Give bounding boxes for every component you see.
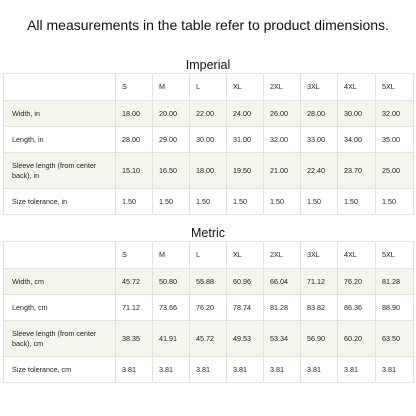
table-cell: 1.50 <box>227 189 264 215</box>
row-label: Length, cm <box>4 295 116 321</box>
size-header-2xl: 2XL <box>264 74 301 101</box>
table-row <box>4 189 414 215</box>
table-cell: 45.72 <box>116 269 153 295</box>
table-cell: 66.04 <box>264 269 301 295</box>
table-row <box>4 153 414 189</box>
row-label: Size tolerance, in <box>4 189 116 215</box>
table-cell: 3.81 <box>116 357 153 383</box>
table-cell: 1.50 <box>190 189 227 215</box>
table-cell: 76.20 <box>190 295 227 321</box>
table-cell: 32.00 <box>264 127 301 153</box>
row-label: Width, in <box>4 101 116 127</box>
size-header-2xl: 2XL <box>264 242 301 269</box>
table-cell: 19.50 <box>227 153 264 189</box>
table-cell: 3.81 <box>153 357 190 383</box>
table-cell: 21.00 <box>264 153 301 189</box>
table-cell: 3.81 <box>227 357 264 383</box>
size-header-l: L <box>190 242 227 269</box>
size-header-l: L <box>190 74 227 101</box>
size-header-m: M <box>153 242 190 269</box>
table-cell: 53.34 <box>264 321 301 357</box>
metric-size-table <box>3 241 414 383</box>
table-cell: 3.81 <box>338 357 376 383</box>
table-cell: 38.35 <box>116 321 153 357</box>
table-cell: 26.00 <box>264 101 301 127</box>
size-header-4xl: 4XL <box>338 242 376 269</box>
table-cell: 28.00 <box>116 127 153 153</box>
table-cell: 81.28 <box>376 269 414 295</box>
size-header-xl: XL <box>227 74 264 101</box>
metric-header-row <box>4 242 414 269</box>
table-cell: 88.90 <box>376 295 414 321</box>
table-cell: 3.81 <box>301 357 338 383</box>
table-cell: 71.12 <box>301 269 338 295</box>
table-cell: 76.20 <box>338 269 376 295</box>
table-cell: 1.50 <box>153 189 190 215</box>
table-cell: 30.00 <box>190 127 227 153</box>
table-cell: 3.81 <box>376 357 414 383</box>
table-cell: 15.10 <box>116 153 153 189</box>
table-cell: 86.36 <box>338 295 376 321</box>
table-cell: 73.66 <box>153 295 190 321</box>
table-cell: 28.00 <box>301 101 338 127</box>
size-header-s: S <box>116 74 153 101</box>
table-cell: 25.00 <box>376 153 414 189</box>
table-cell: 56.90 <box>301 321 338 357</box>
metric-title: Metric <box>190 226 226 240</box>
table-cell: 16.50 <box>153 153 190 189</box>
table-cell: 22.40 <box>301 153 338 189</box>
table-cell: 34.00 <box>338 127 376 153</box>
table-cell: 81.28 <box>264 295 301 321</box>
table-cell: 3.81 <box>264 357 301 383</box>
corner-cell <box>4 242 116 269</box>
table-cell: 1.50 <box>376 189 414 215</box>
table-cell: 60.20 <box>338 321 376 357</box>
table-row <box>4 101 414 127</box>
row-label: Sleeve length (from center back), in <box>4 153 116 189</box>
imperial-title: Imperial <box>185 58 231 72</box>
table-row <box>4 357 414 383</box>
table-cell: 23.70 <box>338 153 376 189</box>
row-label: Size tolerance, cm <box>4 357 116 383</box>
table-row <box>4 127 414 153</box>
table-cell: 3.81 <box>190 357 227 383</box>
table-cell: 33.00 <box>301 127 338 153</box>
table-cell: 29.00 <box>153 127 190 153</box>
row-label: Width, cm <box>4 269 116 295</box>
size-header-5xl: 5XL <box>376 74 414 101</box>
table-cell: 71.12 <box>116 295 153 321</box>
table-cell: 1.50 <box>338 189 376 215</box>
table-cell: 18.00 <box>116 101 153 127</box>
row-label: Sleeve length (from center back), cm <box>4 321 116 357</box>
table-row <box>4 269 414 295</box>
table-row <box>4 295 414 321</box>
size-header-3xl: 3XL <box>301 242 338 269</box>
size-header-5xl: 5XL <box>376 242 414 269</box>
size-header-4xl: 4XL <box>338 74 376 101</box>
size-header-s: S <box>116 242 153 269</box>
table-cell: 63.50 <box>376 321 414 357</box>
size-header-xl: XL <box>227 242 264 269</box>
table-cell: 24.00 <box>227 101 264 127</box>
table-cell: 78.74 <box>227 295 264 321</box>
table-cell: 31.00 <box>227 127 264 153</box>
table-cell: 18.00 <box>190 153 227 189</box>
table-cell: 35.00 <box>376 127 414 153</box>
table-cell: 1.50 <box>264 189 301 215</box>
table-cell: 49.53 <box>227 321 264 357</box>
table-cell: 55.88 <box>190 269 227 295</box>
size-header-3xl: 3XL <box>301 74 338 101</box>
table-cell: 1.50 <box>301 189 338 215</box>
page-heading: All measurements in the table refer to product dimensions. <box>27 17 389 33</box>
table-cell: 20.00 <box>153 101 190 127</box>
corner-cell <box>4 74 116 101</box>
imperial-header-row <box>4 74 414 101</box>
table-cell: 32.00 <box>376 101 414 127</box>
table-cell: 30.00 <box>338 101 376 127</box>
table-cell: 50.80 <box>153 269 190 295</box>
table-cell: 45.72 <box>190 321 227 357</box>
table-cell: 83.82 <box>301 295 338 321</box>
table-cell: 41.91 <box>153 321 190 357</box>
row-label: Length, in <box>4 127 116 153</box>
table-cell: 22.00 <box>190 101 227 127</box>
size-header-m: M <box>153 74 190 101</box>
table-row <box>4 321 414 357</box>
table-cell: 60.96 <box>227 269 264 295</box>
imperial-size-table <box>3 73 414 215</box>
table-cell: 1.50 <box>116 189 153 215</box>
